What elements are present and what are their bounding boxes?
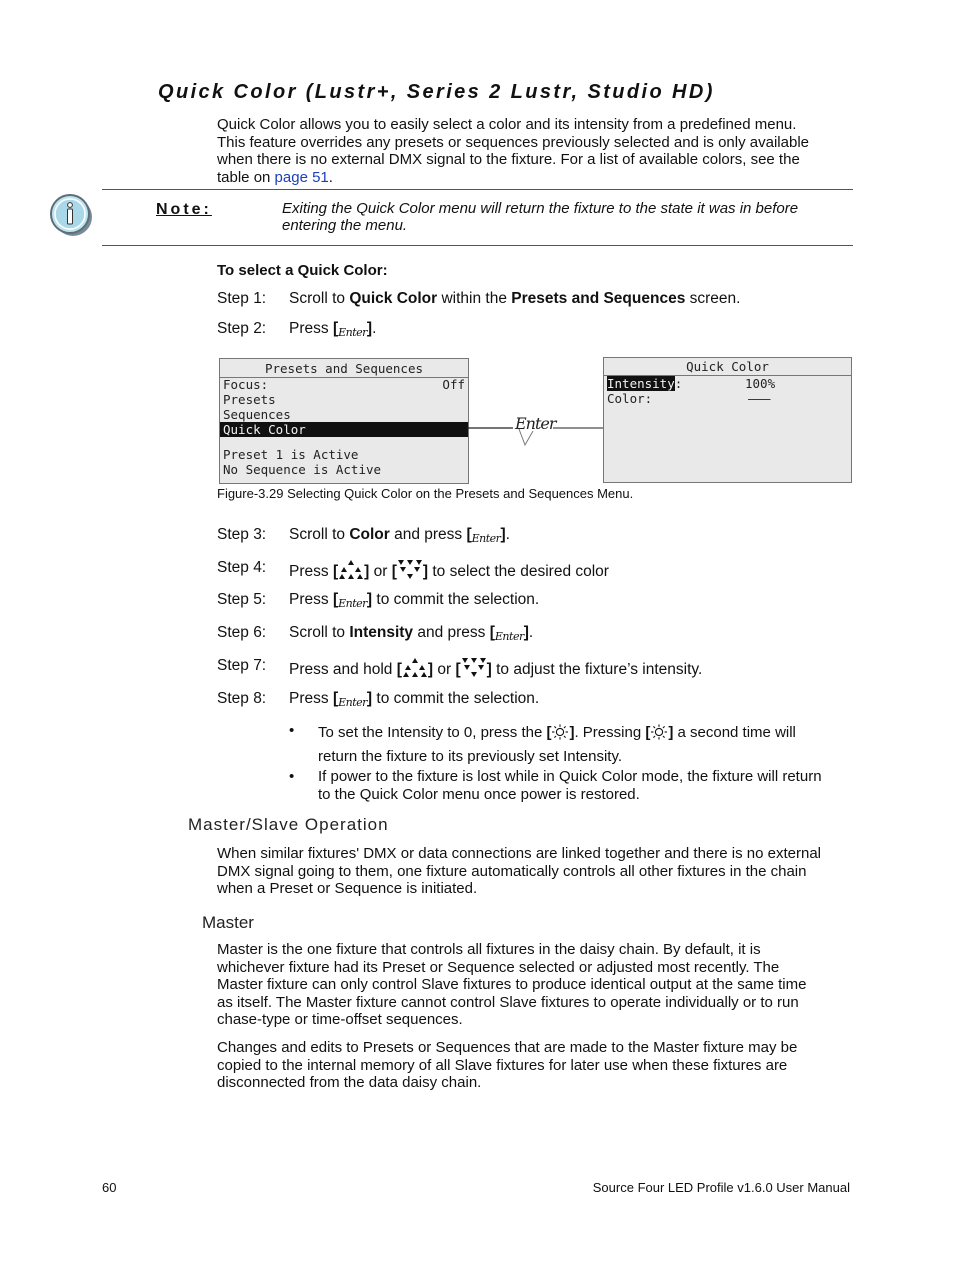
sun-key-icon [551,724,569,746]
lcd-row-sequences: Sequences [223,407,291,422]
lcd-row-focus: Focus: Off [223,377,465,392]
step-4: Step 4: Press [ ] or [ ] to select the desired color [217,559,857,581]
paragraph-line: Master is the one fixture that controls all fixtures in the daisy chain. By default, it is [217,941,761,958]
paragraph-line: as itself. The Master fixture cannot control Slave fixtures to operate individually or to run [217,993,799,1011]
enter-key-icon: Enter [338,597,367,610]
paragraph-line: disconnected from the data daisy chain. [217,1074,482,1092]
lcd-row-quick-color-selected: Quick Color [220,422,468,437]
page-link[interactable]: page 51 [274,168,329,186]
paragraph-line: DMX signal going to them, one fixture automatically controls all other fixtures in the chain [217,862,807,880]
intro-line: This feature overrides any presets or sequences previously selected and is only available [217,133,809,151]
manual-title: Source Four LED Profile v1.6.0 User Manual [592,1180,850,1195]
lcd-row-status: No Sequence is Active [223,462,382,477]
bullet-item: • To set the Intensity to 0, press the [ ]. Pressing [ ] a second time will return the fixture to its previously set Intensity. [289,722,859,767]
sun-key-icon [650,724,668,746]
section-heading: Master/Slave Operation [188,815,389,834]
down-arrows-key-icon [461,657,487,682]
step-2: Step 2: Press [Enter]. [217,320,377,339]
procedure-title: To select a Quick Color: [217,262,388,279]
page-number: 60 [102,1180,117,1195]
enter-key-icon: Enter [471,532,501,545]
section-paragraph [217,1039,857,1092]
figure-caption: Figure-3.29 Selecting Quick Color on the Presets and Sequences Menu. [217,486,634,501]
up-arrows-key-icon [338,559,364,584]
step-5: Step 5: Press [Enter] to commit the selection. [217,591,540,610]
note-bottom-divider [102,245,853,246]
enter-key-icon: Enter [515,414,556,433]
lcd-row-intensity: Intensity: 100% [607,376,776,391]
note-line: entering the menu. [282,216,408,234]
enter-key-icon: Enter [338,326,367,339]
lcd-row-color: Color: ——— [607,391,771,406]
step-3: Step 3: Scroll to Color and press [Enter]. [217,526,510,545]
lcd-row-status: Preset 1 is Active [223,447,359,462]
section-paragraph [217,845,857,898]
bullet-line: If power to the fixture is lost while in Quick Color mode, the fixture will return [318,768,822,785]
step-7: Step 7: Press and hold [ ] or [ ] to adjust the fixture’s intensity. [217,657,857,679]
intro-line: table on page 51. [217,168,333,186]
paragraph-line: Changes and edits to Presets or Sequences that are made to the Master fixture may be [217,1039,798,1056]
paragraph-line: copied to the internal memory of all Slave fixtures for later use when these fixtures are [217,1056,788,1074]
bullet-item: • If power to the fixture is lost while in Quick Color mode, the fixture will return to the Quick Color menu once power is restored. [289,768,859,803]
lcd-row-presets: Presets [223,392,276,407]
down-arrows-key-icon [397,559,423,584]
up-arrows-key-icon [402,657,428,682]
subsection-heading: Master [202,913,254,932]
note-label: Note: [156,201,212,218]
lcd-title: Quick Color [686,359,769,374]
intro-line: when there is no external DMX signal to the fixture. For a list of available colors, see the [217,151,800,169]
bullet-line: return the fixture to its previously set Intensity. [318,748,623,765]
lcd-quick-color [603,357,852,483]
paragraph-line: whichever fixture had its Preset or Sequence selected or adjusted most recently. The [217,958,780,976]
enter-key-icon: Enter [494,630,524,643]
lcd-title: Presets and Sequences [264,361,424,376]
intro-paragraph [217,116,857,186]
bullet-line: to the Quick Color menu once power is restored. [318,785,640,803]
note-text [282,201,852,234]
step-8: Step 8: Press [Enter] to commit the selection. [217,690,540,709]
paragraph-line: When similar fixtures' DMX or data connections are linked together and there is no external [217,845,821,862]
page-title: Quick Color (Lustr+, Series 2 Lustr, Studio HD) [158,81,715,103]
note-line: Exiting the Quick Color menu will return the fixture to the state it was in before [282,200,799,217]
paragraph-line: Master fixture can only control Slave fixtures to produce identical output at the same time [217,976,807,994]
paragraph-line: when a Preset or Sequence is initiated. [217,880,478,898]
lcd-presets-and-sequences [219,358,469,484]
step-1: Step 1: Scroll to Quick Color within the Presets and Sequences screen. [217,290,741,307]
info-icon [49,193,95,239]
section-paragraph [217,941,857,1029]
paragraph-line: chase-type or time-offset sequences. [217,1011,463,1029]
intro-line: Quick Color allows you to easily select a color and its intensity from a predefined menu. [217,116,797,133]
enter-key-icon: Enter [338,696,367,709]
step-6: Step 6: Scroll to Intensity and press [Enter]. [217,624,534,643]
note-top-divider [102,189,853,190]
